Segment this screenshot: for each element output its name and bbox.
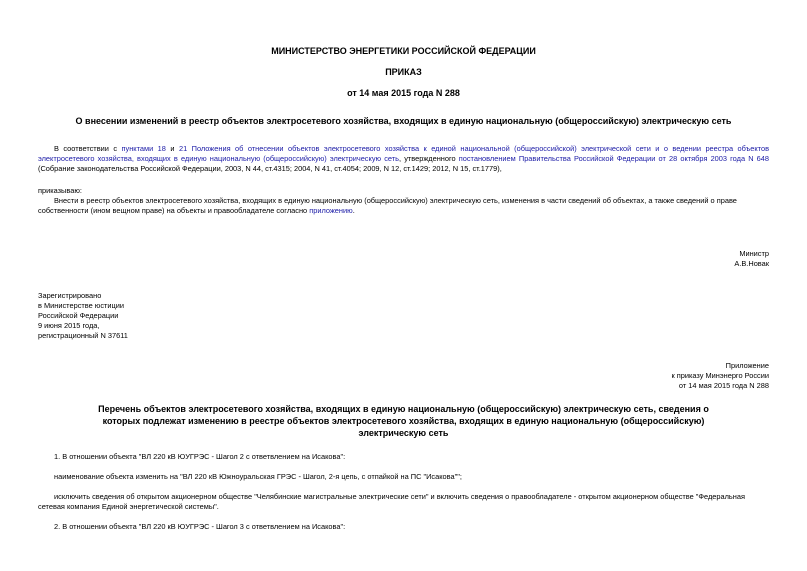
list-item: 1. В отношении объекта "ВЛ 220 кВ ЮУГРЭС - Шагол 2 с ответвлением на Исакова": (54, 452, 346, 461)
order-text-2: . (352, 206, 355, 215)
order-type: ПРИКАЗ (385, 67, 422, 77)
registration-line: Зарегистрировано (38, 291, 102, 300)
registration-line: в Министерстве юстиции (38, 301, 125, 310)
order-text-1: Внести в реестр объектов электросетевого хозяйства, входящих в единую национальную (общероссийскую) электрическую сеть, изменения в части сведений об объектах, а также сведений о праве собственности (ином вещном праве) на объекты и правообладателе согласно (38, 196, 737, 215)
registration-line: 9 июня 2015 года, (38, 321, 100, 330)
appendix-header-line: Приложение (725, 361, 769, 370)
registration-line: регистрационный N 37611 (38, 331, 128, 340)
ministry-heading: МИНИСТЕРСТВО ЭНЕРГЕТИКИ РОССИЙСКОЙ ФЕДЕРАЦИИ (271, 46, 536, 56)
appendix-header-line: от 14 мая 2015 года N 288 (678, 381, 769, 390)
registration-line: Российской Федерации (38, 311, 119, 320)
preamble-text-2: и (165, 144, 179, 153)
order-date: от 14 мая 2015 года N 288 (347, 88, 460, 98)
registration-block (38, 291, 238, 341)
appendix-header-line: к приказу Минэнерго России (671, 371, 769, 380)
preamble-paragraph (38, 144, 769, 174)
link-government-decree[interactable]: постановлением Правительства Российской Федерации от 28 октября 2003 года N 648 (458, 154, 769, 163)
signature-position: Министр (739, 249, 769, 258)
link-appendix[interactable]: приложению (309, 206, 353, 215)
preamble-text-1: В соответствии с (54, 144, 122, 153)
signature-name: А.В.Новак (734, 259, 769, 268)
preamble-text-4: (Собрание законодательства Российской Федерации, 2003, N 44, ст.4315; 2004, N 41, ст.4054; 2009, N 12, ст.1429; 2012, N 15, ст.1779), (38, 164, 502, 173)
preamble-text-3: , утвержденного (399, 154, 459, 163)
order-paragraph (38, 196, 769, 216)
appendix-header (509, 361, 769, 391)
list-item: наименование объекта изменить на "ВЛ 220 кВ Южноуральская ГРЭС - Шагол, 2-я цепь, с отпайкой на ПС "Исакова""; (54, 472, 462, 481)
link-regulation[interactable]: 21 Положения об отнесении объектов электросетевого хозяйства к единой национальной (общероссийской) электрической сети и о ведении реестра объектов электросетевого хозяйства, входящих в единую национальную (общероссийскую) электрическую сеть (38, 144, 770, 163)
link-clause-18[interactable]: пунктами 18 (121, 144, 166, 153)
order-word: приказываю: (38, 186, 82, 195)
signature-block (569, 249, 769, 269)
appendix-title: Перечень объектов электросетевого хозяйства, входящих в единую национальную (общероссийскую) электрическую сеть, сведения о которых подлежат изменению в реестре объектов электросетевого хозяйства, входящих в единую национальную (общероссийскую) электрическую сеть (98, 404, 709, 438)
list-item: исключить сведения об открытом акционерном обществе "Челябинские магистральные электрические сети" и включить сведения о правообладателе - открытом акционерном обществе "Федеральная сетевая компания Единой энергетической системы". (38, 492, 745, 511)
document-title: О внесении изменений в реестр объектов электросетевого хозяйства, входящих в единую национальную (общероссийскую) электрическую сеть (75, 116, 732, 126)
list-item: 2. В отношении объекта "ВЛ 220 кВ ЮУГРЭС - Шагол 3 с ответвлением на Исакова": (54, 522, 346, 531)
